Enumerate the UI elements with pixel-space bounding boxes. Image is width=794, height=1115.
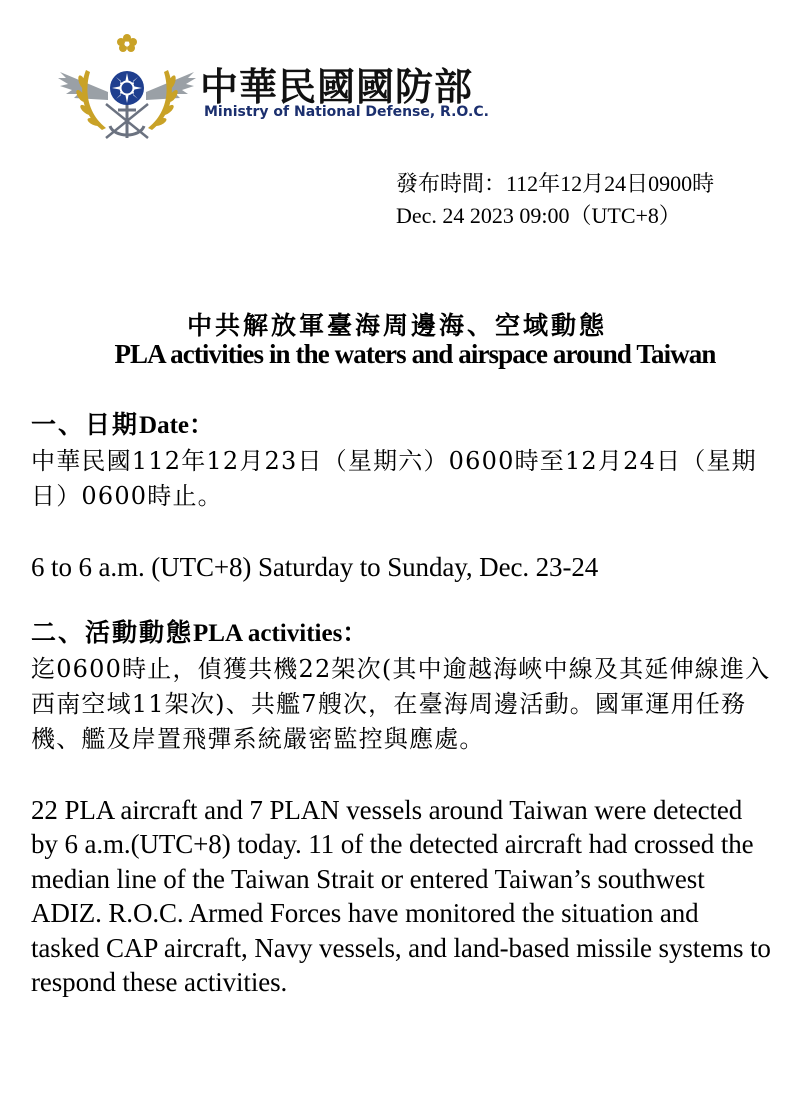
sun-emblem-icon — [110, 71, 144, 105]
plum-blossom-icon — [117, 34, 137, 52]
release-time-english: Dec. 24 2023 09:00（UTC+8） — [396, 203, 681, 228]
section-heading-activities-english: PLA activities — [193, 619, 343, 647]
release-time-chinese: 發布時間：112年12月24日0900時 — [396, 171, 715, 196]
title-chinese: 中共解放軍臺海周邊海、空域動態 — [186, 311, 607, 340]
release-time — [396, 168, 714, 232]
activities-paragraph-english: 22 PLA aircraft and 7 PLAN vessels around Taiwan were detected by 6 a.m.(UTC+8) today. 11 of the detected aircraft had crossed the median line of the Taiwan Strait or entered Taiwan’s southwest ADIZ. R.O.C. Armed Forces have monitored the situation and tasked CAP aircraft, Navy vessels, and land-based missile systems to respond these activities. — [31, 794, 771, 997]
section-heading-date-suffix: ： — [189, 410, 217, 439]
section-heading-activities-prefix: 二、活動動態 — [31, 617, 194, 647]
org-name-chinese: 中華民國國防部 — [200, 65, 474, 109]
org-name-english: Ministry of National Defense, R.O.C. — [204, 104, 489, 120]
anchor-icon — [110, 100, 144, 138]
ministry-emblem-logo — [56, 30, 198, 152]
section-heading-activities-suffix: ： — [342, 617, 370, 647]
section-heading-date-prefix: 一、日期 — [31, 410, 140, 439]
date-paragraph-english: 6 to 6 a.m. (UTC+8) Saturday to Sunday, Dec. 23-24 — [31, 552, 599, 582]
title-english: PLA activities in the waters and airspace around Taiwan — [114, 339, 716, 369]
date-paragraph-chinese: 中華民國112年12月23日（星期六）0600時至12月24日（星期日）0600時止。 — [31, 447, 757, 510]
section-heading-date-english: Date — [139, 412, 189, 439]
section-heading-date — [31, 407, 771, 444]
activities-paragraph-chinese: 迄0600時止，偵獲共機22架次(其中逾越海峽中線及其延伸線進入西南空域11架次)、共艦7艘次，在臺海周邊活動。國軍運用任務機、艦及岸置飛彈系統嚴密監控與應處。 — [31, 654, 771, 753]
document-body — [31, 407, 771, 1000]
section-heading-activities — [31, 615, 771, 652]
